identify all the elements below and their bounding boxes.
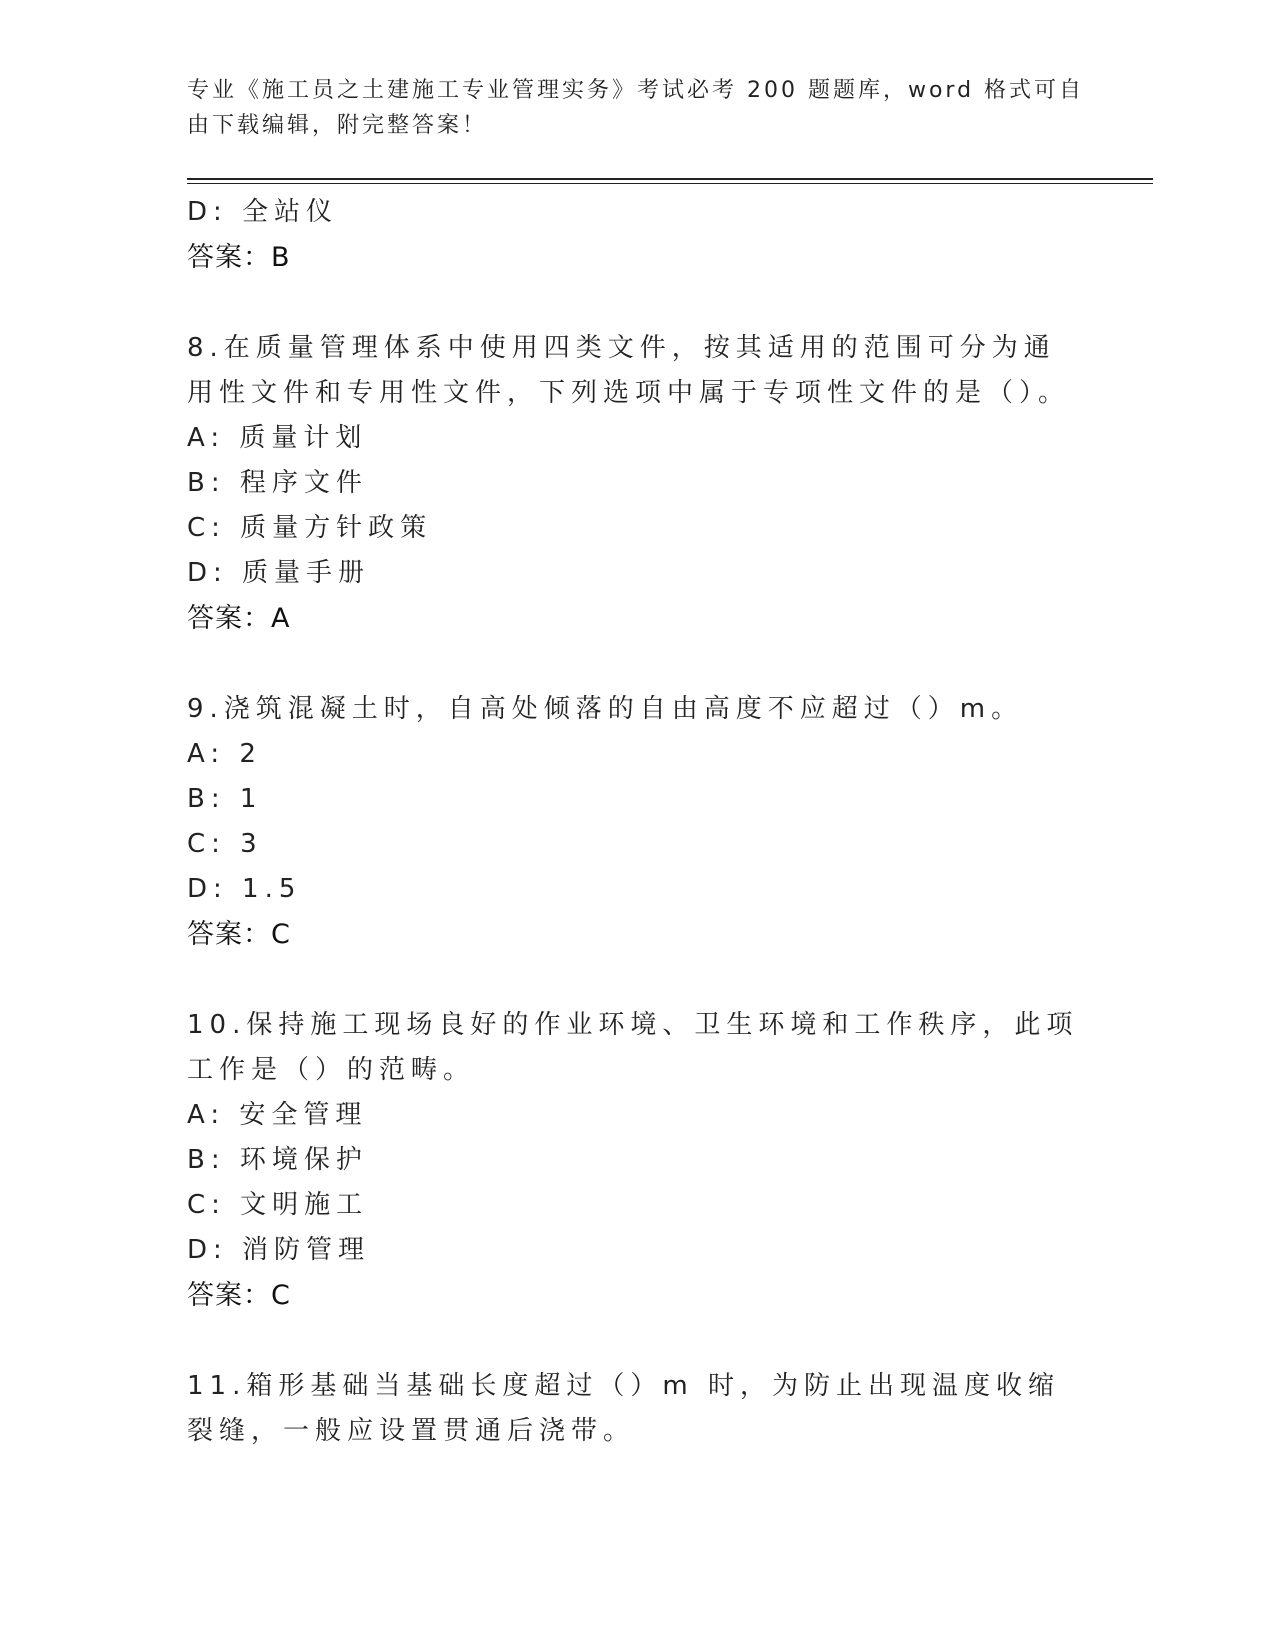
option-b: B: 1 [187,784,263,814]
option-c: C: 质量方针政策 [187,513,433,543]
question-stem: 10.保持施工现场良好的作业环境、卫生环境和工作秩序，此项工作是（）的范畴。 [187,1010,1079,1085]
header-intro: 专业《施工员之土建施工专业管理实务》考试必考 200 题题库，word 格式可自由下载编辑，附完整答案！ [187,78,1085,138]
question-9 [187,687,1087,957]
option-c: C: 3 [187,829,263,859]
question-stem: 9.浇筑混凝土时，自高处倾落的自由高度不应超过（）m。 [187,694,1024,724]
question-10 [187,1003,1087,1318]
option-b: B: 环境保护 [187,1145,368,1175]
answer: 答案：C [187,919,291,950]
header-rule-thick [187,178,1153,180]
option-d: D: 质量手册 [187,558,371,588]
option-a: A: 安全管理 [187,1100,368,1130]
question-content [187,190,1087,1454]
prev-option-d: D: 全站仪 [187,197,339,227]
option-a: A: 2 [187,739,262,769]
option-d: D: 消防管理 [187,1235,371,1265]
option-c: C: 文明施工 [187,1190,369,1220]
option-a: A: 质量计划 [187,423,368,453]
question-11 [187,1364,1087,1454]
option-b: B: 程序文件 [187,468,368,498]
question-stem: 11.箱形基础当基础长度超过（）m 时，为防止出现温度收缩裂缝，一般应设置贯通后浇带。 [187,1371,1060,1446]
prev-answer: 答案：B [187,242,291,273]
answer: 答案：C [187,1280,291,1311]
question-8 [187,326,1087,641]
question-stem: 8.在质量管理体系中使用四类文件，按其适用的范围可分为通用性文件和专用性文件，下列选项中属于专项性文件的是（）。 [187,333,1071,408]
answer: 答案：A [187,603,291,634]
option-d: D: 1.5 [187,874,302,904]
header-rule-thin [187,183,1153,184]
